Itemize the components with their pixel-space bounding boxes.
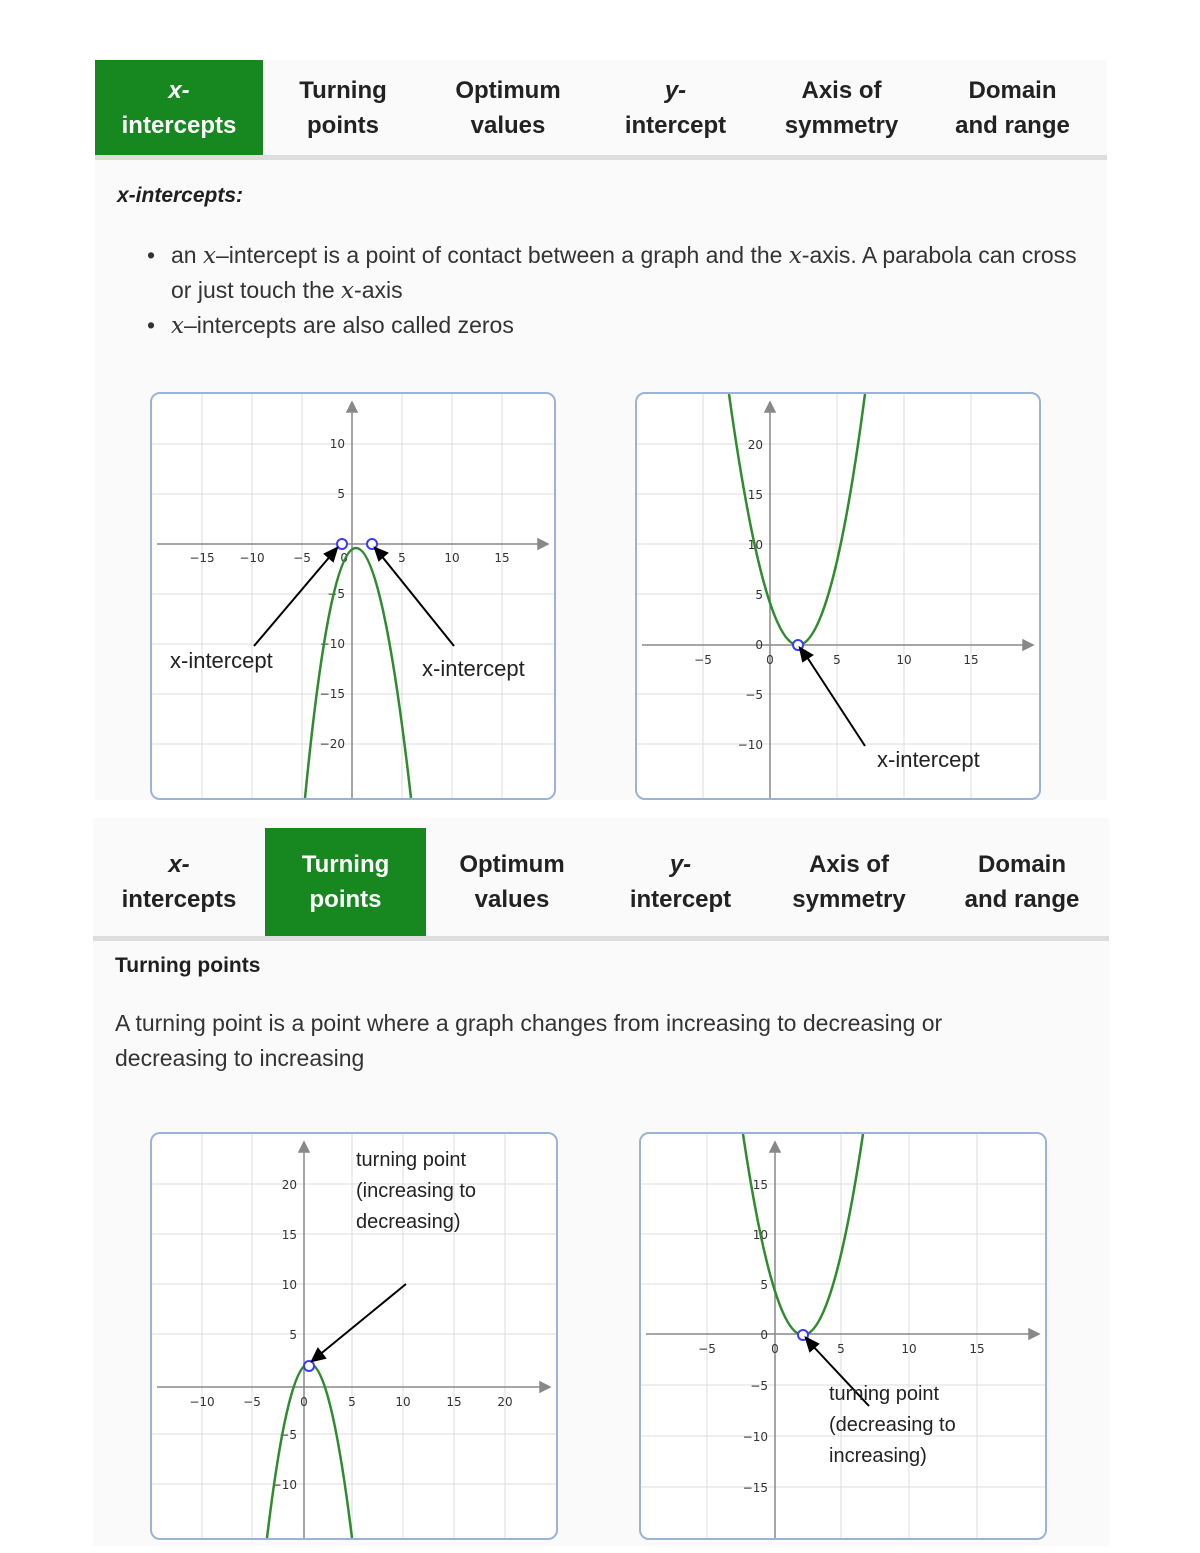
y-tick-label: −5 bbox=[279, 1428, 297, 1442]
arrow-head-icon bbox=[800, 648, 812, 661]
y-tick-label: 15 bbox=[752, 1178, 768, 1192]
x-intercepts-panel bbox=[95, 60, 1107, 800]
x-tick-label: 0 bbox=[340, 551, 348, 565]
x-tick-label: −5 bbox=[293, 551, 311, 565]
y-tick-labels bbox=[272, 1178, 297, 1492]
grid bbox=[152, 394, 554, 798]
x-tick-label: 15 bbox=[963, 653, 979, 667]
y-tick-label: −10 bbox=[319, 637, 345, 651]
y-tick-label: 5 bbox=[755, 588, 763, 602]
y-tick-label: −15 bbox=[742, 1481, 768, 1495]
list-item bbox=[147, 238, 1077, 308]
y-tick-label: −5 bbox=[750, 1379, 768, 1393]
x-tick-label: 5 bbox=[348, 1395, 356, 1409]
x-tick-label: 0 bbox=[771, 1342, 779, 1356]
x-tick-label: −10 bbox=[239, 551, 265, 565]
x-axis-arrow-icon bbox=[538, 539, 548, 549]
tab-label-line1: Axis of bbox=[801, 76, 882, 104]
tab-label-line1: Turning bbox=[299, 76, 387, 104]
tab-label-line1: x- bbox=[168, 851, 190, 878]
x-intercept-point[interactable] bbox=[337, 539, 347, 549]
annotation-label bbox=[356, 1149, 476, 1233]
graph-svg bbox=[641, 1134, 1045, 1538]
section-heading: x-intercepts: bbox=[117, 184, 244, 207]
x-tick-label: 5 bbox=[837, 1342, 845, 1356]
x-tick-label: 10 bbox=[896, 653, 912, 667]
x-tick-label: 0 bbox=[300, 1395, 308, 1409]
text-part: -axis bbox=[354, 277, 403, 303]
y-axis-arrow-icon bbox=[299, 1142, 309, 1152]
tab-label-line2: symmetry bbox=[792, 886, 906, 913]
y-tick-label: 10 bbox=[747, 538, 763, 552]
tab-label-line1: y- bbox=[664, 76, 687, 104]
tab-label-line2: intercept bbox=[624, 111, 727, 139]
annotation-label: x-intercept bbox=[422, 656, 525, 681]
turning-points-panel bbox=[93, 818, 1109, 1546]
x-tick-label: 10 bbox=[395, 1395, 411, 1409]
tab-turning-points[interactable] bbox=[263, 60, 423, 155]
y-tick-label: −15 bbox=[319, 687, 345, 701]
x-tick-label: 5 bbox=[833, 653, 841, 667]
arrows bbox=[254, 548, 454, 646]
tab-label-line1: Optimum bbox=[459, 851, 565, 878]
tab-y-intercept[interactable] bbox=[598, 828, 763, 936]
x-tick-label: 15 bbox=[494, 551, 510, 565]
x-tick-label: −5 bbox=[694, 653, 712, 667]
y-tick-label: 5 bbox=[760, 1278, 768, 1292]
y-tick-label: 5 bbox=[337, 487, 345, 501]
tab-label-line1: Domain bbox=[977, 851, 1066, 878]
tab-label-line2: and range bbox=[955, 111, 1070, 139]
arrow-line bbox=[254, 554, 332, 646]
tab-optimum-values[interactable] bbox=[426, 828, 598, 936]
list-item bbox=[147, 308, 1077, 343]
graph-svg bbox=[637, 394, 1039, 798]
math-variable: x bbox=[171, 313, 184, 339]
tab-domain-and-range[interactable] bbox=[925, 60, 1100, 155]
graph-turning-point-max bbox=[150, 1132, 558, 1540]
tab-bar bbox=[95, 60, 1107, 160]
graph-downward-parabola bbox=[150, 392, 556, 800]
annotation-line: (increasing to bbox=[356, 1180, 477, 1202]
turning-point[interactable] bbox=[304, 1361, 314, 1371]
y-tick-label: 0 bbox=[755, 638, 763, 652]
arrow-line bbox=[318, 1284, 406, 1356]
arrows bbox=[312, 1284, 406, 1361]
tab-label-line1: x- bbox=[168, 76, 190, 104]
annotation-line: decreasing) bbox=[356, 1211, 461, 1233]
y-tick-label: 20 bbox=[281, 1178, 297, 1192]
grid bbox=[152, 1134, 556, 1538]
tab-axis-of-symmetry[interactable] bbox=[758, 60, 925, 155]
tab-y-intercept[interactable] bbox=[593, 60, 758, 155]
text-part: –intercept is a point of contact between a graph and the bbox=[215, 242, 789, 268]
x-tick-label: 0 bbox=[766, 653, 774, 667]
y-axis-arrow-icon bbox=[770, 1142, 780, 1152]
y-tick-label: −20 bbox=[319, 737, 345, 751]
tab-optimum-values[interactable] bbox=[423, 60, 593, 155]
x-tick-label: 20 bbox=[497, 1395, 513, 1409]
y-tick-label: −5 bbox=[745, 688, 763, 702]
graph-svg bbox=[152, 1134, 556, 1538]
annotation-label: x-intercept bbox=[877, 747, 980, 772]
y-tick-label: 10 bbox=[281, 1278, 297, 1292]
parabola-curve bbox=[729, 394, 865, 645]
graph-upward-parabola bbox=[635, 392, 1041, 800]
axes bbox=[157, 1142, 550, 1538]
x-tick-label: 10 bbox=[444, 551, 460, 565]
arrow-line bbox=[805, 654, 865, 746]
annotation-line: (decreasing to bbox=[829, 1414, 956, 1436]
graph-svg bbox=[152, 394, 554, 798]
definition-list bbox=[147, 238, 1077, 343]
y-tick-label: 5 bbox=[289, 1328, 297, 1342]
x-tick-labels bbox=[698, 1342, 984, 1356]
axes bbox=[646, 1142, 1039, 1538]
x-tick-label: −5 bbox=[243, 1395, 261, 1409]
x-tick-label: 15 bbox=[446, 1395, 462, 1409]
y-tick-label: −10 bbox=[737, 738, 763, 752]
x-tick-label: −10 bbox=[189, 1395, 215, 1409]
y-tick-label: 20 bbox=[747, 438, 763, 452]
x-tick-label: −5 bbox=[698, 1342, 716, 1356]
x-axis-arrow-icon bbox=[1023, 640, 1033, 650]
grid bbox=[641, 1134, 1045, 1538]
parabola-curve bbox=[267, 1364, 352, 1539]
section-heading: Turning points bbox=[115, 954, 261, 977]
arrow-line bbox=[380, 554, 454, 646]
y-axis-arrow-icon bbox=[347, 402, 357, 412]
x-tick-label: −15 bbox=[189, 551, 215, 565]
tab-label-line1: y- bbox=[669, 851, 692, 878]
y-tick-label: −10 bbox=[271, 1478, 297, 1492]
text-part: an bbox=[171, 242, 203, 268]
tab-label-line1: Domain bbox=[968, 76, 1057, 104]
tab-label-line2: points bbox=[309, 886, 382, 913]
math-variable: x bbox=[341, 278, 355, 304]
x-axis-arrow-icon bbox=[1029, 1329, 1039, 1339]
x-axis-arrow-icon bbox=[540, 1382, 550, 1392]
graph-turning-point-min bbox=[639, 1132, 1047, 1540]
y-tick-label: 10 bbox=[329, 437, 345, 451]
tab-bar bbox=[93, 828, 1109, 941]
tab-label-line2: intercepts bbox=[121, 111, 237, 139]
x-tick-labels bbox=[694, 653, 978, 667]
tab-axis-of-symmetry[interactable] bbox=[763, 828, 935, 936]
axes bbox=[157, 402, 548, 798]
math-variable: x bbox=[788, 243, 802, 269]
x-tick-labels bbox=[189, 1395, 512, 1409]
y-tick-label: 0 bbox=[760, 1328, 768, 1342]
grid bbox=[637, 394, 1039, 798]
y-tick-label: 15 bbox=[747, 488, 763, 502]
y-tick-label: 15 bbox=[281, 1228, 297, 1242]
tab-turning-points[interactable] bbox=[265, 828, 426, 936]
definition-paragraph: A turning point is a point where a graph changes from increasing to decreasing or decreasing to increasing bbox=[115, 1010, 943, 1071]
tab-x-intercepts[interactable] bbox=[93, 828, 265, 936]
y-tick-labels bbox=[738, 438, 763, 752]
y-tick-label: −10 bbox=[742, 1430, 768, 1444]
tab-label-line2: values bbox=[470, 111, 546, 139]
annotation-line: turning point bbox=[829, 1383, 940, 1405]
tab-label-line1: Axis of bbox=[808, 851, 889, 878]
annotation-label: x-intercept bbox=[170, 648, 273, 673]
tab-label-line2: points bbox=[307, 111, 379, 139]
x-tick-label: 5 bbox=[398, 551, 406, 565]
parabola-curve bbox=[305, 548, 411, 798]
tab-label-line2: and range bbox=[964, 886, 1080, 913]
annotation-line: turning point bbox=[356, 1149, 467, 1171]
y-tick-label: −5 bbox=[327, 587, 345, 601]
tab-label-line1: Optimum bbox=[455, 76, 561, 104]
text-part: –intercepts are also called zeros bbox=[183, 312, 514, 338]
tab-label-line2: intercepts bbox=[121, 886, 237, 913]
tab-label-line2: symmetry bbox=[784, 111, 899, 139]
tab-domain-and-range[interactable] bbox=[935, 828, 1109, 936]
tab-label-line2: values bbox=[474, 886, 550, 913]
math-variable: x bbox=[202, 243, 216, 269]
x-tick-label: 15 bbox=[969, 1342, 985, 1356]
tab-label-line2: intercept bbox=[629, 886, 732, 913]
x-tick-label: 10 bbox=[901, 1342, 917, 1356]
text-part: -axis. A parabola can cross or just touch the bbox=[171, 242, 1077, 303]
annotation-line: increasing) bbox=[829, 1445, 927, 1467]
arrow-head-icon bbox=[375, 548, 387, 560]
annotation-label bbox=[829, 1383, 956, 1467]
tab-x-intercepts[interactable] bbox=[95, 60, 263, 155]
tab-label-line1: Turning bbox=[301, 851, 390, 878]
y-axis-arrow-icon bbox=[765, 402, 775, 412]
y-tick-label: 10 bbox=[752, 1228, 768, 1242]
y-tick-labels bbox=[743, 1178, 768, 1495]
